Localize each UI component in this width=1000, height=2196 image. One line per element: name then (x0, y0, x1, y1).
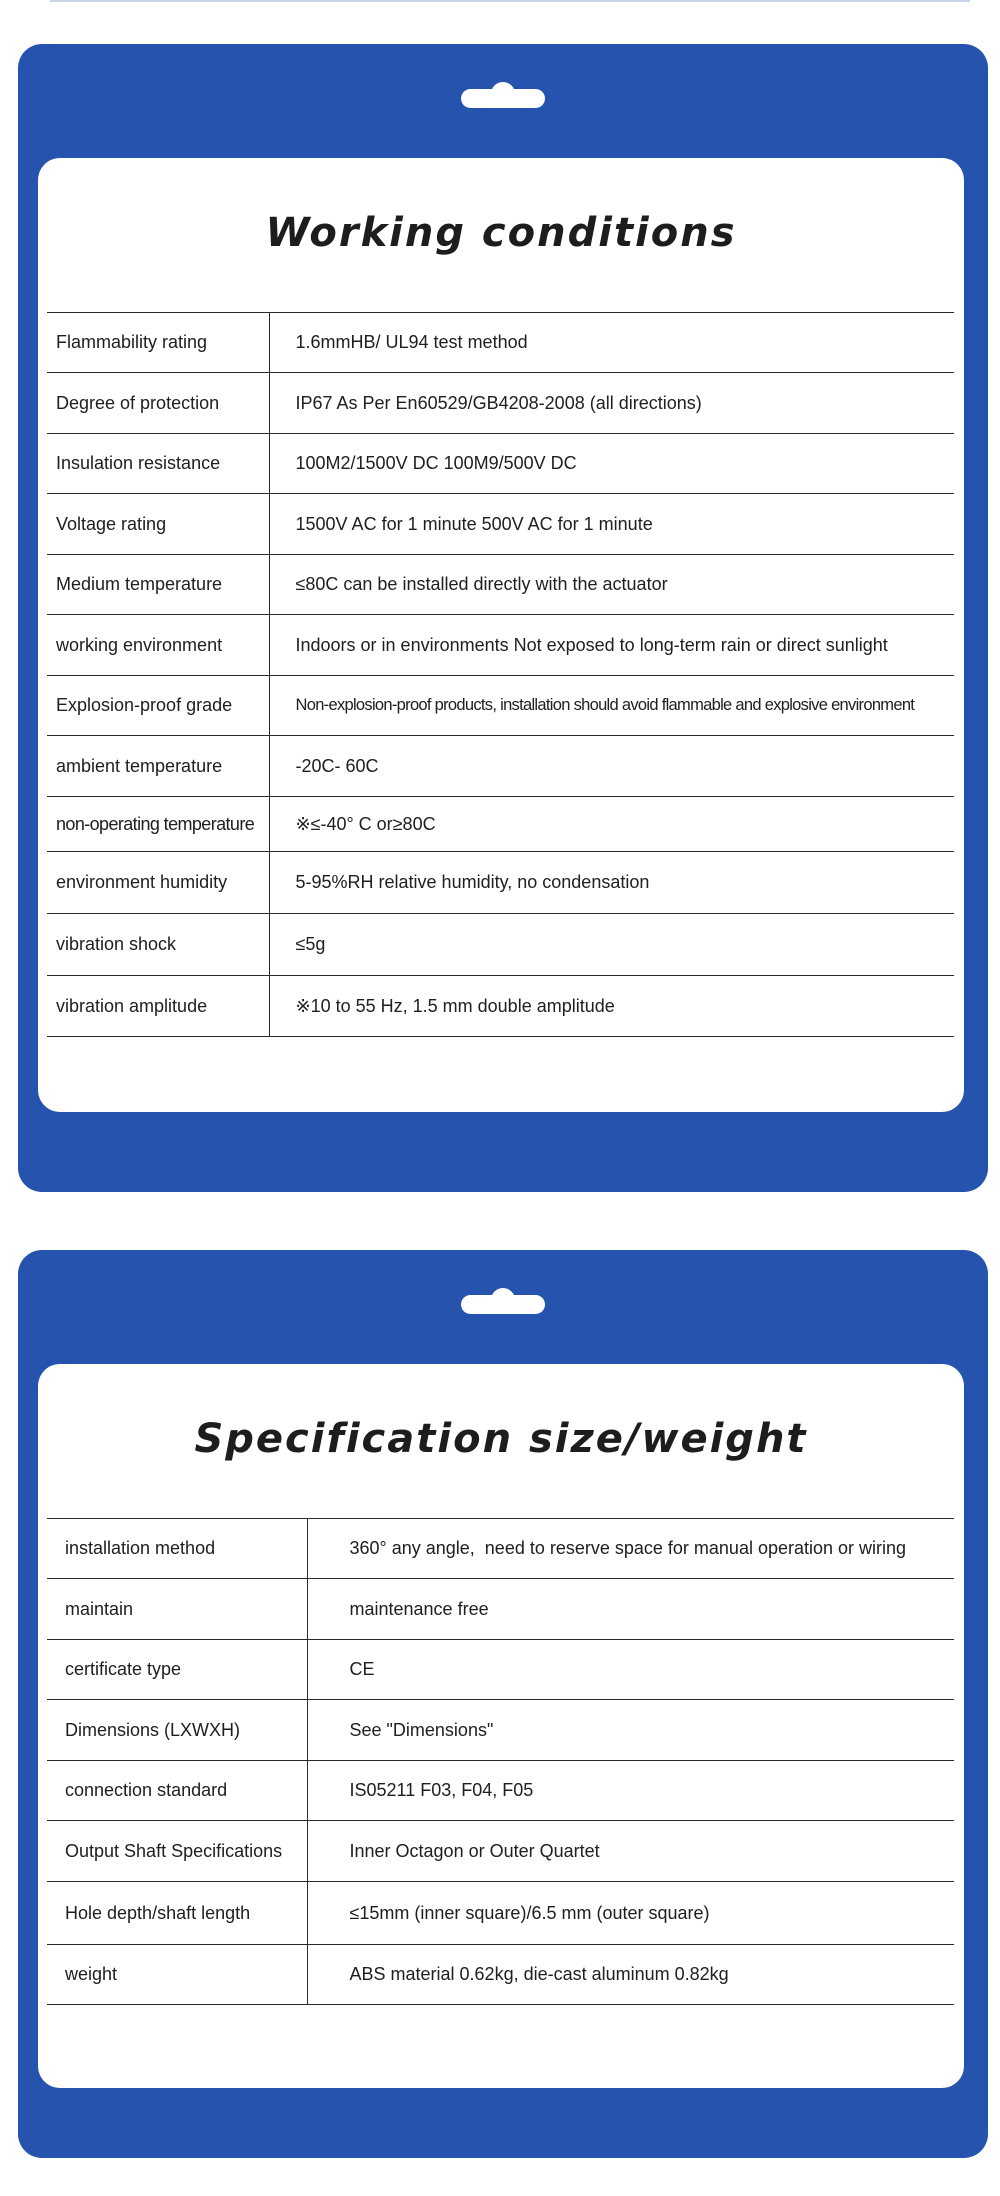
row-label: Hole depth/shaft length (47, 1882, 307, 1945)
row-value: 1.6mmHB/ UL94 test method (269, 313, 954, 373)
table-row (47, 494, 954, 555)
working-conditions-card (38, 158, 964, 1112)
row-label: Insulation resistance (47, 434, 269, 494)
row-label: maintain (47, 1579, 307, 1640)
row-value: ※≤-40° C or≥80C (269, 797, 954, 852)
row-label: working environment (47, 615, 269, 676)
table-row (47, 1761, 954, 1821)
table-row (47, 1519, 954, 1579)
row-value: ≤5g (269, 914, 954, 976)
row-label: Explosion-proof grade (47, 676, 269, 736)
table-row (47, 852, 954, 914)
row-value: 360° any angle, need to reserve space for manual operation or wiring (307, 1519, 954, 1579)
table-row (47, 736, 954, 797)
row-label: vibration shock (47, 914, 269, 976)
table-row (47, 555, 954, 615)
row-label: vibration amplitude (47, 976, 269, 1037)
section-title: Working conditions (265, 210, 737, 256)
row-label: Output Shaft Specifications (47, 1821, 307, 1882)
row-value: 5-95%RH relative humidity, no condensation (269, 852, 954, 914)
row-label: Medium temperature (47, 555, 269, 615)
table-row (47, 676, 954, 736)
row-value: ≤80C can be installed directly with the actuator (269, 555, 954, 615)
table-row (47, 1579, 954, 1640)
row-value: Indoors or in environments Not exposed to long-term rain or direct sunlight (269, 615, 954, 676)
table-row (47, 373, 954, 434)
table-row (47, 797, 954, 852)
row-value: 1500V AC for 1 minute 500V AC for 1 minute (269, 494, 954, 555)
row-label: connection standard (47, 1761, 307, 1821)
table-row (47, 914, 954, 976)
row-value: IS05211 F03, F04, F05 (307, 1761, 954, 1821)
top-divider (50, 0, 970, 2)
row-value: ※10 to 55 Hz, 1.5 mm double amplitude (269, 976, 954, 1037)
hang-tab-icon (461, 82, 545, 104)
table-row (47, 1821, 954, 1882)
row-label: Voltage rating (47, 494, 269, 555)
row-value: See "Dimensions" (307, 1700, 954, 1761)
row-label: Flammability rating (47, 313, 269, 373)
table-row (47, 1640, 954, 1700)
working-conditions-panel (18, 44, 988, 1192)
table-row (47, 434, 954, 494)
row-value: ≤15mm (inner square)/6.5 mm (outer square) (307, 1882, 954, 1945)
row-value: IP67 As Per En60529/GB4208-2008 (all directions) (269, 373, 954, 434)
row-value: Non-explosion-proof products, installation should avoid flammable and explosive environment (269, 676, 954, 736)
table-row (47, 1882, 954, 1945)
working-conditions-table (47, 312, 954, 1037)
specification-card (38, 1364, 964, 2088)
row-label: Dimensions (LXWXH) (47, 1700, 307, 1761)
row-label: Degree of protection (47, 373, 269, 434)
row-value: Inner Octagon or Outer Quartet (307, 1821, 954, 1882)
row-label: certificate type (47, 1640, 307, 1700)
table-row (47, 1945, 954, 2005)
specification-panel (18, 1250, 988, 2158)
section-title: Specification size/weight (194, 1416, 808, 1462)
row-label: non-operating temperature (47, 797, 269, 852)
hang-tab-icon (461, 1288, 545, 1310)
row-label: ambient temperature (47, 736, 269, 797)
row-value: 100M2/1500V DC 100M9/500V DC (269, 434, 954, 494)
row-value: CE (307, 1640, 954, 1700)
row-label: environment humidity (47, 852, 269, 914)
table-row (47, 313, 954, 373)
table-row (47, 615, 954, 676)
row-value: -20C- 60C (269, 736, 954, 797)
row-value: maintenance free (307, 1579, 954, 1640)
specification-table (47, 1518, 954, 2005)
table-row (47, 1700, 954, 1761)
table-row (47, 976, 954, 1037)
row-label: weight (47, 1945, 307, 2005)
row-label: installation method (47, 1519, 307, 1579)
row-value: ABS material 0.62kg, die-cast aluminum 0.82kg (307, 1945, 954, 2005)
